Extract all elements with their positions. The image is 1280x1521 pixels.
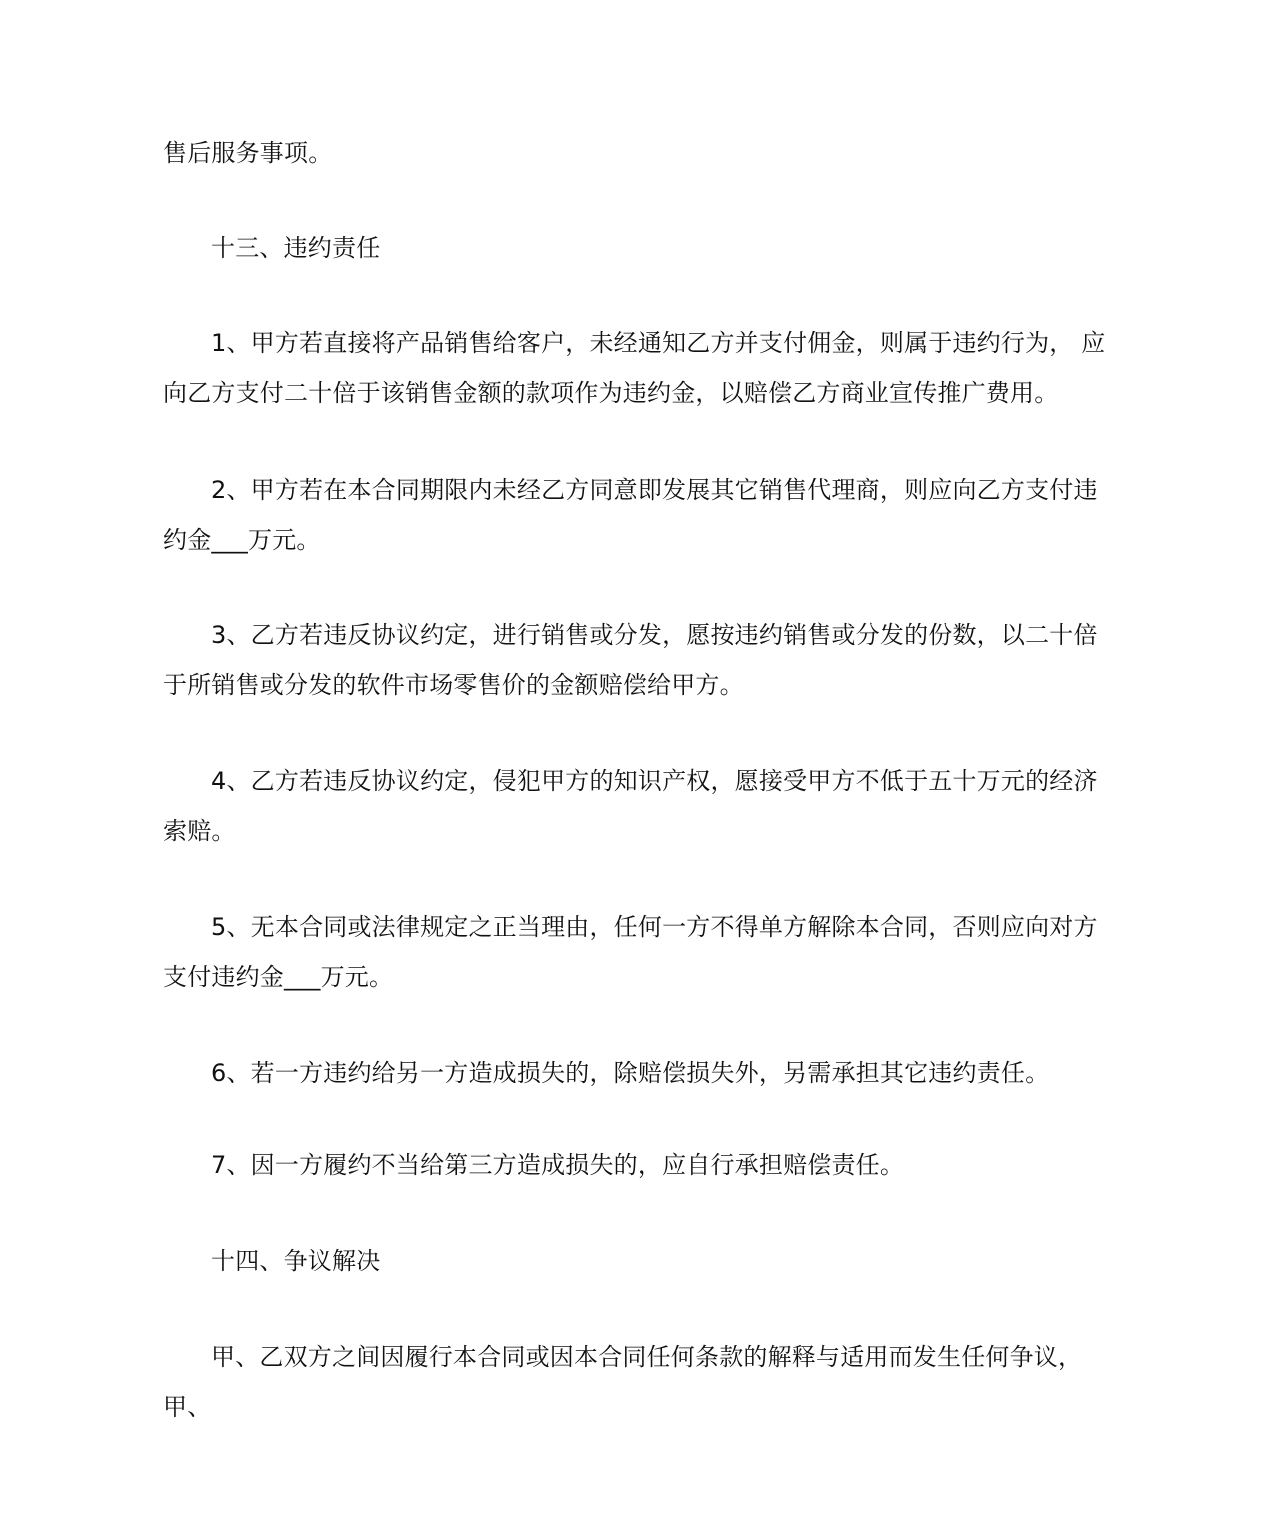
section-heading-breach-liability: 十三、违约责任 bbox=[211, 234, 381, 262]
clause-2: 2、甲方若在本合同期限内未经乙方同意即发展其它销售代理商，则应向乙方支付违约金___万元。 bbox=[163, 476, 1098, 554]
clause-4: 4、乙方若违反协议约定，侵犯甲方的知识产权，愿接受甲方不低于五十万元的经济索赔。 bbox=[163, 767, 1098, 845]
clause-5: 5、无本合同或法律规定之正当理由，任何一方不得单方解除本合同，否则应向对方支付违约金___万元。 bbox=[163, 913, 1098, 991]
clause-7: 7、因一方履约不当给第三方造成损失的，应自行承担赔偿责任。 bbox=[211, 1151, 905, 1179]
clause-6: 6、若一方违约给另一方造成损失的，除赔偿损失外，另需承担其它违约责任。 bbox=[211, 1059, 1050, 1087]
clause-1: 1、甲方若直接将产品销售给客户，未经通知乙方并支付佣金，则属于违约行为， 应向乙方支付二十倍于该销售金额的款项作为违约金，以赔偿乙方商业宣传推广费用。 bbox=[163, 329, 1106, 407]
section-heading-dispute-resolution: 十四、争议解决 bbox=[211, 1247, 381, 1275]
clause-3: 3、乙方若违反协议约定，进行销售或分发，愿按违约销售或分发的份数，以二十倍于所销售或分发的软件市场零售价的金额赔偿给甲方。 bbox=[163, 621, 1098, 699]
dispute-resolution-paragraph: 甲、乙双方之间因履行本合同或因本合同任何条款的解释与适用而发生任何争议，甲、 bbox=[163, 1343, 1083, 1421]
paragraph-after-sales-continuation: 售后服务事项。 bbox=[163, 139, 333, 167]
